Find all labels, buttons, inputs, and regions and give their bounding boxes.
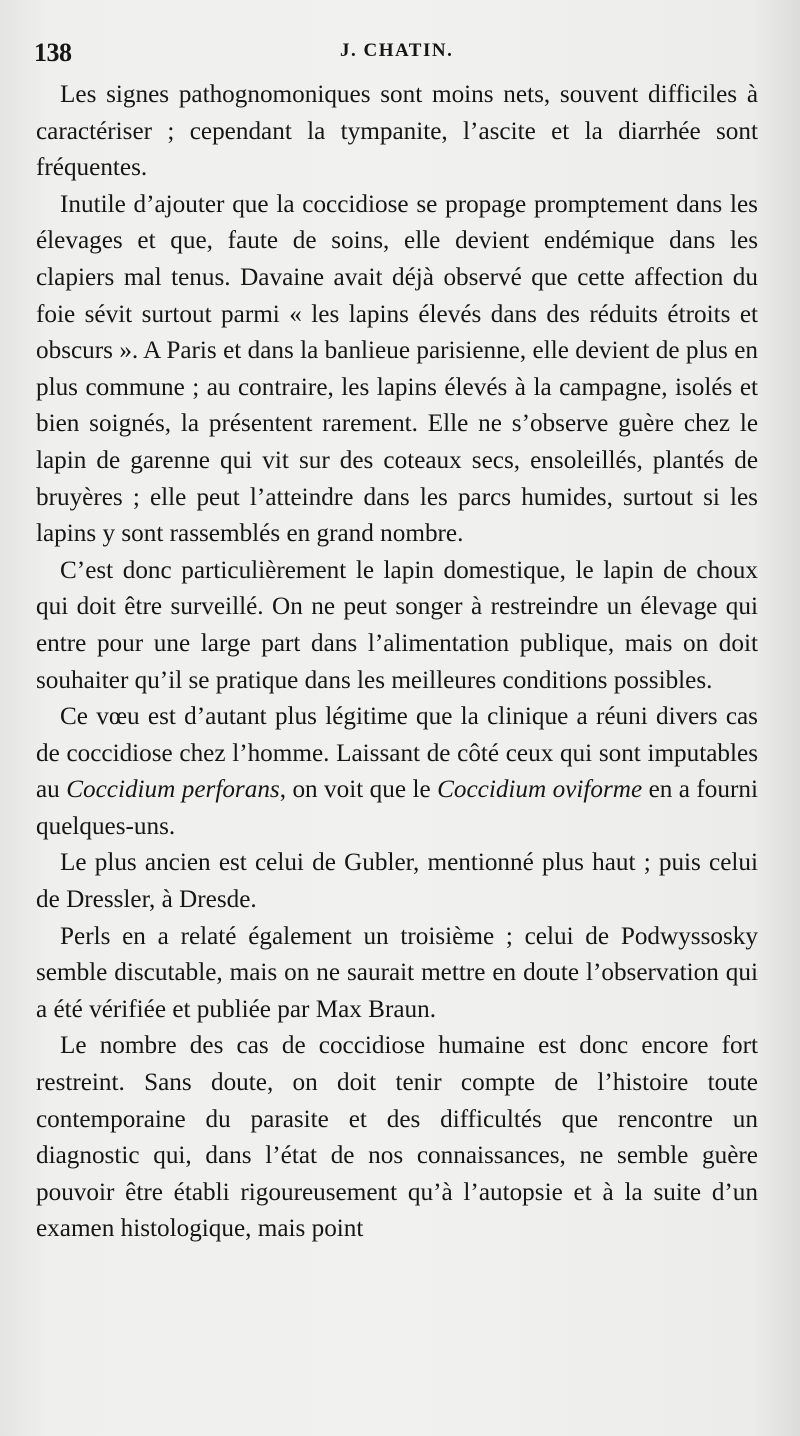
paragraph-text: Le nombre des cas de coccidiose humaine est donc encore fort restreint. Sans doute, on doit tenir compte de l’histoire toute contemporaine du parasite et des difficultés que rencontre un diagnostic qui, dans l’état de nos connaissances, ne semble guère pouvoir être établi rigoureusement qu’à l’autopsie et à la suite d’un examen histologique, mais point <box>36 1032 758 1243</box>
paragraph-text: en a fourni quelques-uns. <box>36 776 758 840</box>
paragraph-human-cases <box>36 699 758 845</box>
paragraph-text: Ce vœu est d’autant plus légitime que la clinique a réuni divers cas de coccidiose chez l’homme. Laissant de côté ceux qui sont imputables au <box>36 703 758 804</box>
page-header <box>34 38 760 68</box>
paragraph-text: C’est donc particulièrement le lapin domestique, le lapin de choux qui doit être surveillé. On ne peut songer à restreindre un élevage qui entre pour une large part dans l’alimentation publique, mais on doit souhaiter qu’il se pratique dans les meilleures conditions possibles. <box>36 556 758 694</box>
paragraph-symptoms <box>36 77 758 187</box>
species-name-italic: Coccidium oviforme <box>437 776 643 804</box>
paragraph-text: Le plus ancien est celui de Gubler, mentionné plus haut ; puis celui de Dressler, à Dresde. <box>36 849 758 914</box>
paragraph-perls <box>36 919 758 1029</box>
paragraph-domestic-rabbit <box>36 553 758 699</box>
page-number: 138 <box>34 38 72 67</box>
paragraph-text: Perls en a relaté également un troisième ; celui de Podwyssosky semble discutable, mais on ne saurait mettre en doute l’observation qui a été vérifiée et publiée par Max Braun. <box>36 922 758 1023</box>
paragraph-text: Les signes pathognomoniques sont moins nets, souvent difficiles à caractériser ; cependant la tympanite, l’ascite et la diarrhée sont fréquentes. <box>36 81 758 182</box>
paragraph-gubler <box>36 845 758 918</box>
paragraph-text: , on voit que le <box>279 776 438 804</box>
paragraph-propagation <box>36 187 758 553</box>
body-text <box>36 77 758 1248</box>
paragraph-conclusion <box>36 1028 758 1248</box>
paragraph-text: Inutile d’ajouter que la coccidiose se propage promptement dans les élevages et que, faute de soins, elle devient endémique dans les clapiers mal tenus. Davaine avait déjà observé que cette affection du foie sévit surtout parmi « les lapins élevés dans des réduits étroits et obscurs ». A Paris et dans la banlieue parisienne, elle devient de plus en plus commune ; au contraire, les lapins élevés à la campagne, isolés et bien soignés, la présentent rarement. Elle ne s’observe guère chez le lapin de garenne qui vit sur des coteaux secs, ensoleillés, plantés de bruyères ; elle peut l’atteindre dans les parcs humides, surtout si les lapins y sont rassemblés en grand nombre. <box>36 190 758 548</box>
running-head: J. CHATIN. <box>340 40 454 61</box>
species-name-italic: Coccidium perforans <box>66 776 280 804</box>
